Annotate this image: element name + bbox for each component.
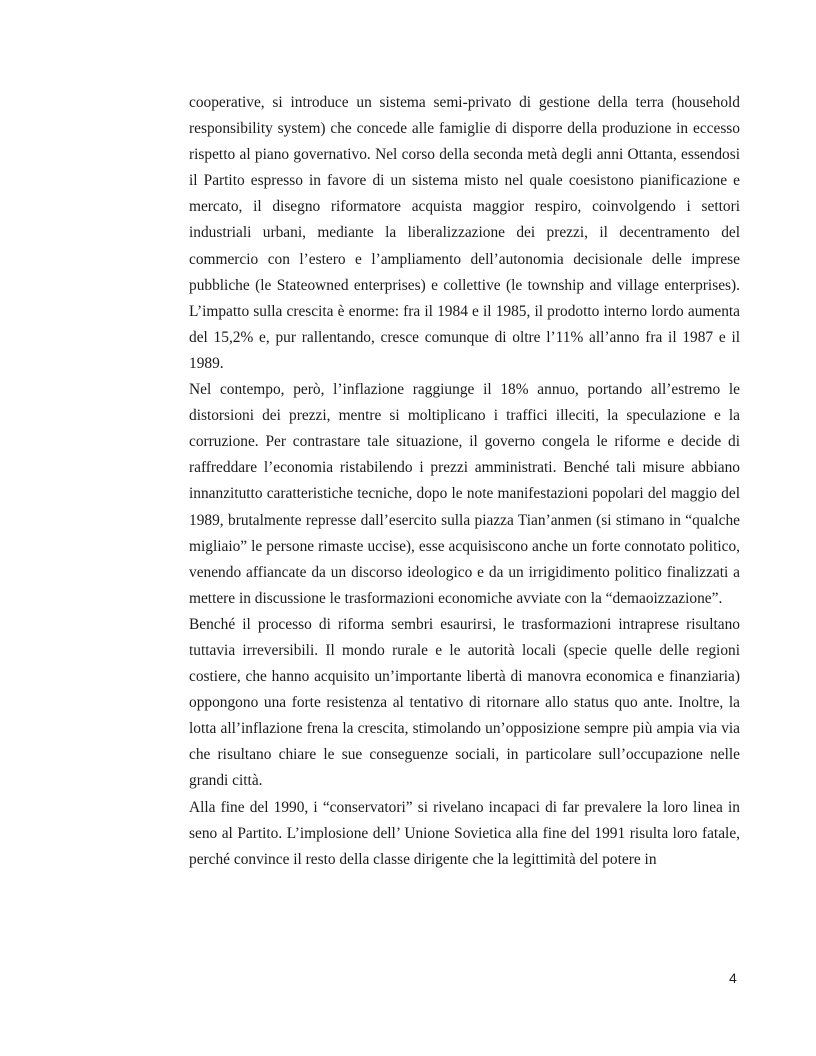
- paragraph-reform-process: Benché il processo di riforma sembri esaurirsi, le trasformazioni intraprese risultano tuttavia irreversibili. Il mondo rurale e le autorità locali (specie quelle delle regioni costiere, che hanno acquisito un’importante libertà di manovra economica e finanziaria) oppongono una forte resistenza al tentativo di ritornare allo status quo ante. Inoltre, la lotta all’inflazione frena la crescita, stimolando un’opposizione sempre più ampia via via che risultano chiare le sue conseguenze sociali, in particolare sull’occupazione nelle grandi città.: [189, 615, 740, 790]
- paragraph-inflation: Nel contempo, però, l’inflazione raggiunge il 18% annuo, portando all’estremo le distorsioni dei prezzi, mentre si moltiplicano i traffici illeciti, la speculazione e la corruzione. Per contrastare tale situazione, il governo congela le riforme e decide di raffreddare l’economia ristabilendo i prezzi amministrati. Benché tali misure abbiano innanzitutto caratteristiche tecniche, dopo le note manifestazioni popolari del maggio del 1989, brutalmente represse dall’esercito sulla piazza Tian’anmen (si stimano in “qualche migliaio” le persone rimaste uccise), esse acquisiscono anche un forte connotato politico, venendo affiancate da un discorso ideologico e da un irrigidimento politico finalizzati a mettere in discussione le trasformazioni economiche avviate con la “demaoizzazione”.: [189, 381, 740, 607]
- paragraph-conservatives: Alla fine del 1990, i “conservatori” si rivelano incapaci di far prevalere la loro linea in seno al Partito. L’implosione dell’ Unione Sovietica alla fine del 1991 risulta loro fatale, perché convince il resto della classe dirigente che la legittimità del potere in: [189, 798, 740, 868]
- page-body: [189, 90, 740, 873]
- page-number: 4: [729, 970, 737, 986]
- paragraph-household-responsibility: cooperative, si introduce un sistema semi-privato di gestione della terra (household responsibility system) che concede alle famiglie di disporre della produzione in eccesso rispetto al piano governativo. Nel corso della seconda metà degli anni Ottanta, essendosi il Partito espresso in favore di un sistema misto nel quale coesistono pianificazione e mercato, il disegno riformatore acquista maggior respiro, coinvolgendo i settori industriali urbani, mediante la liberalizzazione dei prezzi, il decentramento del commercio con l’estero e l’ampliamento dell’autonomia decisionale delle imprese pubbliche (le Stateowned enterprises) e collettive (le township and village enterprises). L’impatto sulla crescita è enorme: fra il 1984 e il 1985, il prodotto interno lordo aumenta del 15,2% e, pur rallentando, cresce comunque di oltre l’11% all’anno fra il 1987 e il 1989.: [189, 94, 740, 372]
